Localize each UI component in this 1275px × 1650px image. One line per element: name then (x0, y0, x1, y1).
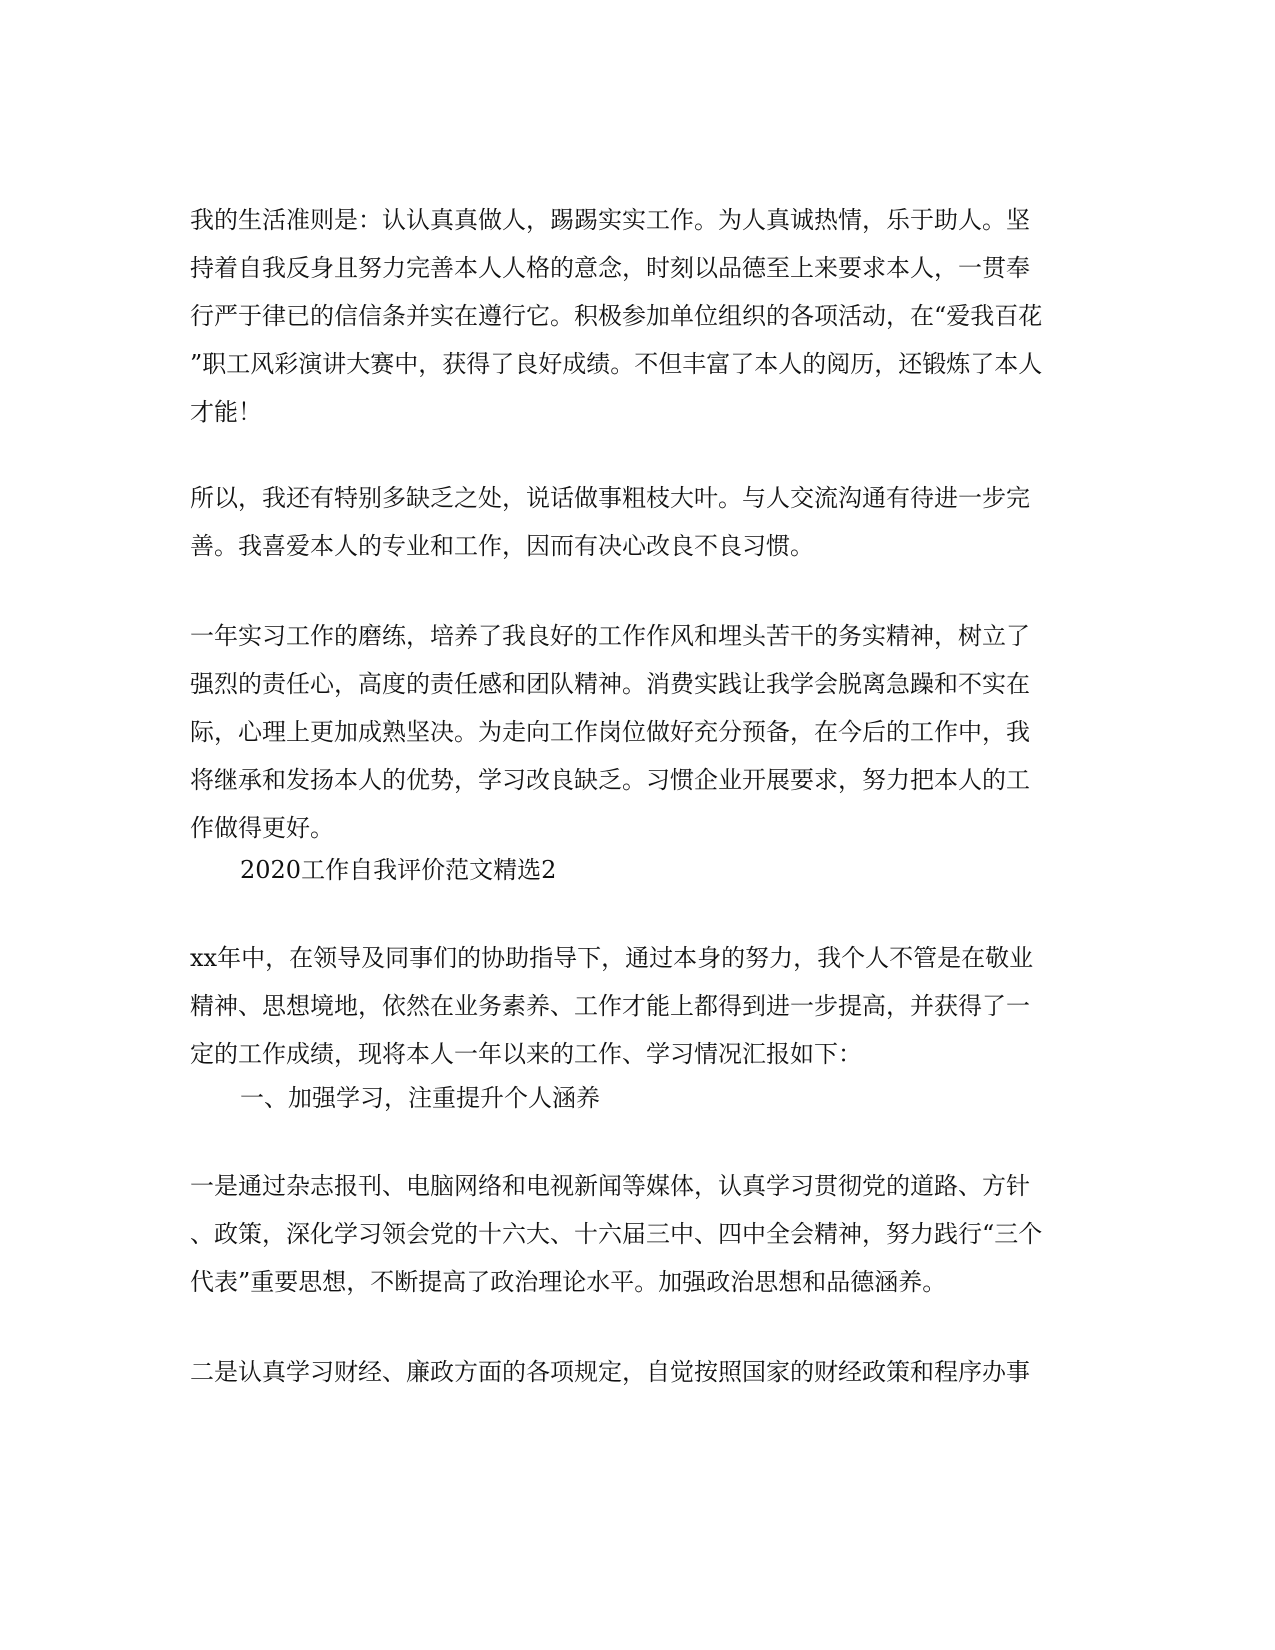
text-line: 强烈的责任心，高度的责任感和团队精神。消费实践让我学会脱离急躁和不实在 (190, 670, 1030, 698)
text-line: 代表”重要思想，不断提高了政治理论水平。加强政治思想和品德涵养。 (190, 1268, 947, 1296)
text-line: 定的工作成绩，现将本人一年以来的工作、学习情况汇报如下： (190, 1040, 862, 1068)
text-line: 将继承和发扬本人的优势，学习改良缺乏。习惯企业开展要求，努力把本人的工 (190, 766, 1030, 794)
text-line: ”职工风彩演讲大赛中，获得了良好成绩。不但丰富了本人的阅历，还锻炼了本人 (190, 350, 1043, 378)
paragraph-point-one (190, 1162, 1070, 1306)
section-heading-sample-2 (240, 846, 1120, 894)
text-line: 我的生活准则是：认认真真做人，踢踢实实工作。为人真诚热情，乐于助人。坚 (190, 206, 1030, 234)
text-line: 所以，我还有特别多缺乏之处，说话做事粗枝大叶。与人交流沟通有待进一步完 (190, 484, 1030, 512)
text-line: 才能！ (190, 398, 262, 426)
heading-text: 2020工作自我评价范文精选2 (240, 856, 557, 884)
text-line: 精神、思想境地，依然在业务素养、工作才能上都得到进一步提高，并获得了一 (190, 992, 1030, 1020)
paragraph-point-two (190, 1348, 1070, 1396)
text-line: 二是认真学习财经、廉政方面的各项规定，自觉按照国家的财经政策和程序办事 (190, 1358, 1030, 1386)
text-line: 一是通过杂志报刊、电脑网络和电视新闻等媒体，认真学习贯彻党的道路、方针 (190, 1172, 1030, 1200)
text-line: 持着自我反身且努力完善本人人格的意念，时刻以品德至上来要求本人，一贯奉 (190, 254, 1030, 282)
subheading-strengthen-learning (240, 1074, 1120, 1122)
text-line: 行严于律已的信信条并实在遵行它。积极参加单位组织的各项活动，在“爱我百花 (190, 302, 1043, 330)
text-line: 善。我喜爱本人的专业和工作，因而有决心改良不良习惯。 (190, 532, 814, 560)
text-line: 际，心理上更加成熟坚决。为走向工作岗位做好充分预备，在今后的工作中，我 (190, 718, 1030, 746)
text-line: 作做得更好。 (190, 814, 334, 842)
paragraph-life-principles (190, 196, 1070, 436)
paragraph-year-summary (190, 934, 1070, 1078)
text-line: xx年中，在领导及同事们的协助指导下，通过本身的努力，我个人不管是在敬业 (190, 944, 1034, 972)
text-line: 一年实习工作的磨练，培养了我良好的工作作风和埋头苦干的务实精神，树立了 (190, 622, 1030, 650)
paragraph-shortcomings (190, 474, 1070, 570)
paragraph-internship (190, 612, 1070, 852)
text-line: 、政策，深化学习领会党的十六大、十六届三中、四中全会精神，努力践行“三个 (190, 1220, 1043, 1248)
heading-text: 一、加强学习，注重提升个人涵养 (240, 1084, 600, 1112)
